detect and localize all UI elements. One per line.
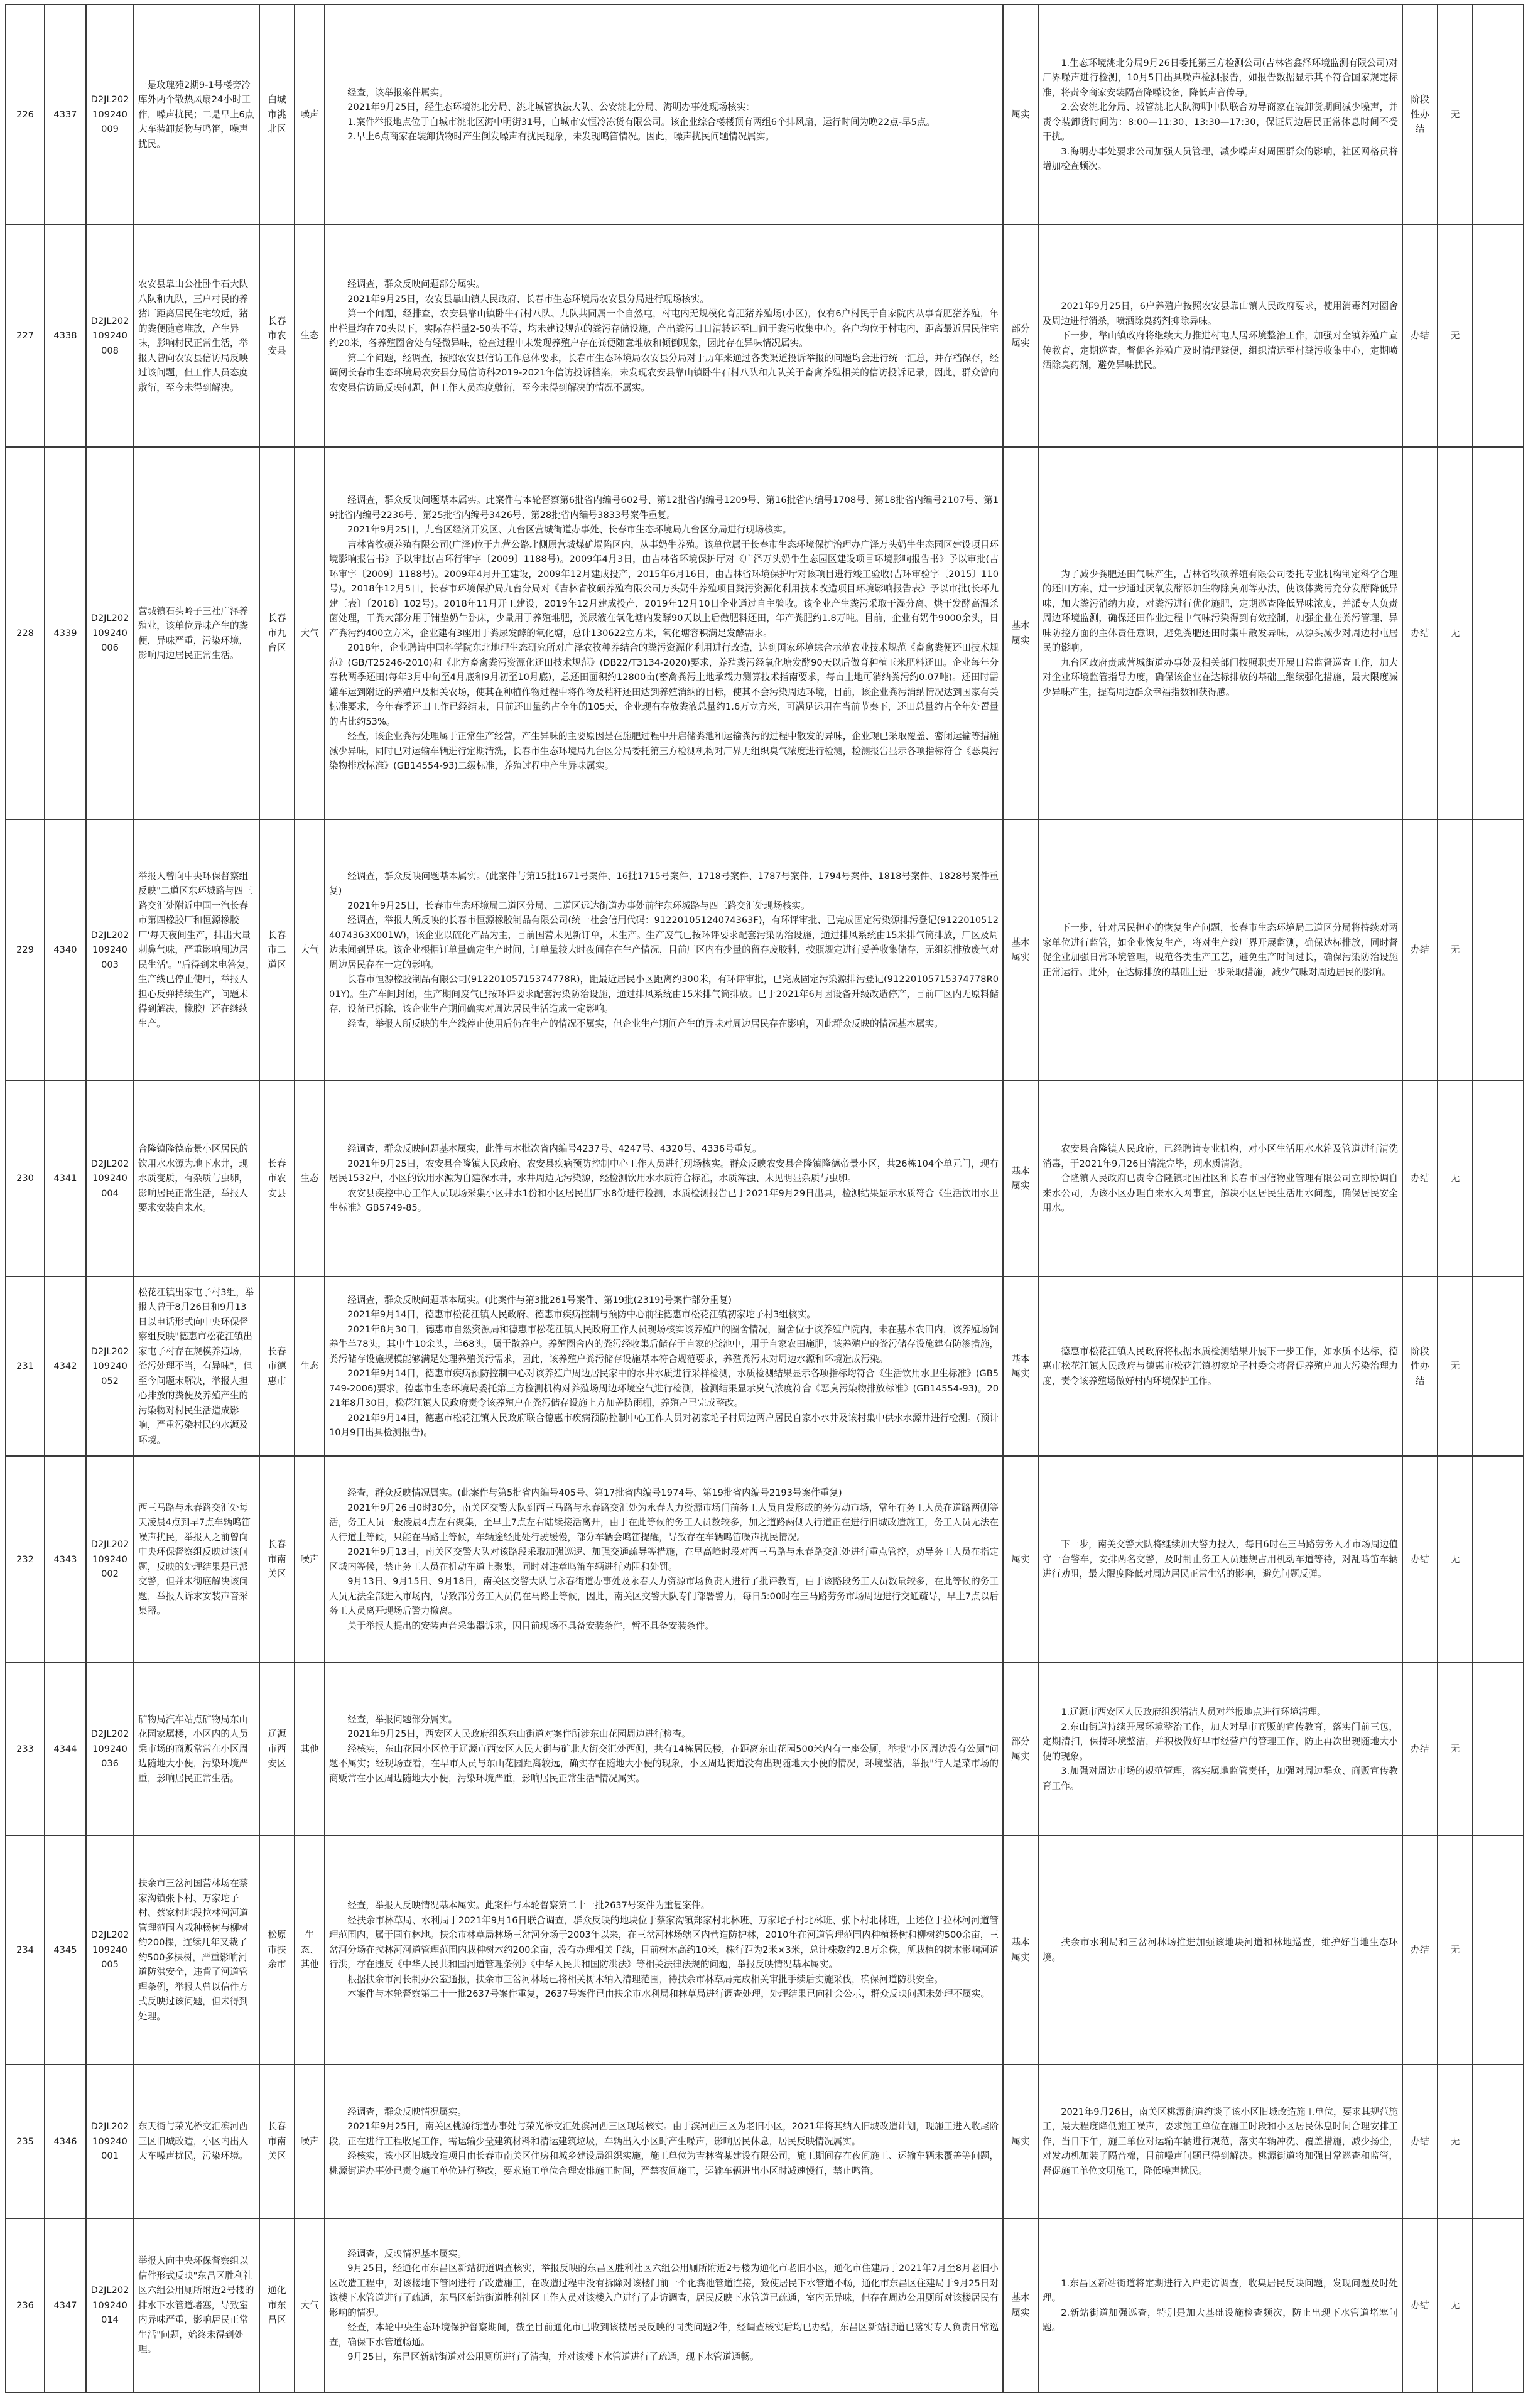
accountability-cell: 无 bbox=[1438, 2065, 1473, 2218]
complaint-content-cell: 扶余市三岔河国营林场在蔡家沟镇张卜村、万家坨子村、蔡家村地段拉林河河道管理范围内栽种杨树与柳树约200棵，连续几年又栽了约500多棵树，严重影响河道防洪安全，违背了河道管理条例，举报人曾以信件方式反映过该问题，但未得到处理。 bbox=[134, 1835, 259, 2065]
accountability-cell: 无 bbox=[1438, 2218, 1473, 2392]
findings-paragraph: 经调查，举报人所反映的长春市恒源橡胶制品有限公司(统一社会信用代码：91220105124074363F)，有环评审批、已完成固定污染源排污登记(91220105124074363X001W)，该企业以硫化产品为主，目前国营未见新订单，未生产。生产废气已按环评要求配套污染防治设施，通过排风系统由15米排气筒排放，厂区及周边未闻到异味。该企业根据订单量确定生产时间，订单量较大时夜间存在生产情况，目前厂区内有少量的留存废胶料，按照规定进行妥善收集储存，无组织排放废气对周边居民存在一定的影响。 bbox=[329, 915, 999, 970]
action-paragraph: 九台区政府责成营城街道办事处及相关部门按照职责开展日常监督巡查工作，加大对企业环境监管指导力度，确保该企业在达标排放的基础上继续强化措施，最大限度减少异味产生，提高周边群众幸福指数和获得感。 bbox=[1043, 657, 1398, 698]
findings-paragraph: 2021年8月30日，德惠市自然资源局和德惠市松花江镇人民政府工作人员现场核实该养殖户的圈舍情况，圈舍位于该养殖户院内，未在基本农田内，该养殖场饲养牛羊78头，其中牛10余头，羊68头，属于散养户。养殖圈舍内的粪污经收集后储存于自家的粪池中，用于自家农田施肥，该养殖户的粪污储存设施建有防渗措施，粪污储存设施规模能够满足处理养殖粪污需求，因此，该养殖户粪污储存设施基本符合规范要求，养殖粪污未对周边水源和环境造成污染。 bbox=[329, 1324, 999, 1364]
rectification-actions-cell bbox=[1038, 1277, 1402, 1456]
findings-paragraph: 经扶余市林草局、水利局于2021年9月16日联合调查，群众反映的地块位于蔡家沟镇郑家村北林班、万家坨子村北林班、张卜村北林班，上述位于拉林河河道管理范围内，属于国有林地。扶余市林草局林场三岔河分场于2003年以来，在三岔河林场辖区内营造防护林，2010年在河道管理范围内种植杨树和柳树约500余亩，三岔河分场在拉林河河道管理范围内栽种树木约200余亩，没有办理相关手续，目前树木高约10米，株行距为2米×3米，总计株数约2.8万余株，所栽植的树木影响河道行洪，存在违反《中华人民共和国河道管理条例》《中华人民共和国防洪法》等相关法律法规的问题，举报反映情况基本属实。 bbox=[329, 1914, 999, 1970]
complaint-content-cell: 西三马路与永春路交汇处每天凌晨4点到早7点车辆鸣笛噪声扰民，举报人之前曾向中央环保督察组反映过该问题，反映的处理结果是已派交警，但并未彻底解决该问题，举报人诉求安装声音采集器。 bbox=[134, 1456, 259, 1663]
findings-paragraph: 9月25日，经通化市东昌区新站街道调查核实，举报反映的东昌区胜利社区六组公用厕所附近2号楼为通化市老旧小区，通化市住建局于2021年7月至8月老旧小区改造工程中，对该楼地下管网进行了改造施工，在改造过程中没有拆除对该楼门前一个化粪池管道连接，致使居民下水管道不畅，通化市东昌区住建局于9月25日对该楼下水管道进行了疏通，东昌区新站街道胜利社区工作人员对该楼入户进行了走访调查，居民反映下水管道已疏通，室内无异味，但存在周边公用厕所对该楼居民有影响的情况。 bbox=[329, 2263, 999, 2318]
district-cell: 长春市德惠市 bbox=[259, 1277, 295, 1456]
findings-paragraph: 经查，本轮中央生态环境保护督察期间，截至目前通化市已收到该楼居民反映的同类问题2件，经调查核实后均已办结，东昌区新站街道已落实专人负责日常巡查，确保下水管道畅通。 bbox=[329, 2322, 999, 2348]
findings-paragraph: 经调查，群众反映问题部分属实。 bbox=[347, 279, 485, 289]
status-cell: 办结 bbox=[1402, 1081, 1438, 1277]
case-number-cell: 4344 bbox=[45, 1663, 86, 1835]
rectification-actions-cell bbox=[1038, 1663, 1402, 1835]
action-paragraph: 下一步，南关交警大队将继续加大警力投入，每日6时在三马路劳务人才市场周边值守一台警车，安排两名交警，及时制止务工人员违规占用机动车道等待，对乱鸣笛车辆进行劝阻，最大限度降低对周边居民正常生活的影响，避免问题反弹。 bbox=[1043, 1539, 1398, 1580]
action-paragraph: 2.公安洮北分局、城管洮北大队海明中队联合劝导商家在装卸货期间减少噪声，并责令装卸货时间为：8:00—11:30、13:30—17:30，保证周边居民正常休息时间不受干扰。 bbox=[1043, 102, 1398, 142]
complaint-content-cell: 举报人曾向中央环保督察组反映"二道区东环城路与四三路交汇处附近中国一汽长春市第四橡胶厂和恒源橡胶厂'每天夜间生产，排出大量刺鼻气味，严重影响周边居民生活'。"后得到来电答复，生产线已停止使用，举报人担心反弹持续生产，问题未得到解决，橡胶厂还在继续生产。 bbox=[134, 819, 259, 1081]
findings-paragraph: 2021年9月25日，南关区桃源街道办事处与荣光桥交汇处滨河西三区现场核实。由于滨河西三区为老旧小区，2021年将其纳入旧城改造计划，现施工进入收尾阶段，正在进行工程收尾工作，需运输少量建筑材料和清运建筑垃圾，车辆出入小区时产生噪声，影响居民休息，居民反映情况属实。 bbox=[329, 2121, 999, 2147]
blank-cell bbox=[1473, 1277, 1524, 1456]
investigation-findings-cell bbox=[325, 1081, 1003, 1277]
blank-cell bbox=[1473, 819, 1524, 1081]
rectification-actions-cell bbox=[1038, 1835, 1402, 2065]
district-cell: 白城市洮北区 bbox=[259, 4, 295, 225]
investigation-findings-cell bbox=[325, 2218, 1003, 2392]
rectification-actions-cell bbox=[1038, 2218, 1402, 2392]
action-paragraph: 2.东山街道持续开展环境整治工作，加大对早市商贩的宣传教育，落实门前三包，定期清扫，保持环境整洁，并积极做好早市经营户的管理工作，防止再次出现随地大小便的现象。 bbox=[1043, 1721, 1398, 1762]
serial-number-cell: 229 bbox=[6, 819, 45, 1081]
status-cell: 阶段性办结 bbox=[1402, 1277, 1438, 1456]
table-row bbox=[6, 1663, 1524, 1835]
case-code-cell: D2JL202109240001 bbox=[86, 2065, 134, 2218]
serial-number-cell: 236 bbox=[6, 2218, 45, 2392]
district-cell: 长春市农安县 bbox=[259, 1081, 295, 1277]
investigation-findings-cell bbox=[325, 2065, 1003, 2218]
investigation-findings-cell bbox=[325, 1277, 1003, 1456]
pollution-type-cell: 生态、其他 bbox=[295, 1835, 325, 2065]
blank-cell bbox=[1473, 2065, 1524, 2218]
verdict-cell: 属实 bbox=[1003, 1456, 1038, 1663]
pollution-type-cell: 其他 bbox=[295, 1663, 325, 1835]
district-cell: 长春市农安县 bbox=[259, 225, 295, 447]
verdict-cell: 属实 bbox=[1003, 2065, 1038, 2218]
complaint-content-cell: 举报人向中央环保督察组以信件形式反映"东昌区胜利社区六组公用厕所附近2号楼的排水下水管道堵塞，导致室内异味严重，影响居民正常生活"问题，始终未得到处理。 bbox=[134, 2218, 259, 2392]
findings-paragraph: 2021年9月13日，南关区交警大队对该路段采取加强巡逻、加强交通疏导等措施，在早高峰时段对西三马路与永春路交汇处进行重点管控，劝导务工人员在指定区域内等候，禁止务工人员在机动车道上聚集，同时对违章鸣笛车辆进行劝阻和处罚。 bbox=[329, 1547, 999, 1572]
verdict-cell: 基本属实 bbox=[1003, 1081, 1038, 1277]
findings-paragraph: 经调查，群众反映问题基本属实。(此案件与第3批261号案件、第19批(2319)号案件部分重复) bbox=[347, 1294, 732, 1305]
action-paragraph: 1.辽源市西安区人民政府组织清洁人员对举报地点进行环境清理。 bbox=[1061, 1707, 1326, 1717]
complaint-content-cell: 松花江镇出家屯子村3组，举报人曾于8月26日和9月13日以电话形式向中央环保督察组反映"德惠市松花江镇出家屯子村存在规模养殖场，粪污处理不当，有异味"，但至今问题未解决，举报人担心排放的粪便及养殖产生的污染物对村民生活造成影响，严重污染村民的水源及环境。 bbox=[134, 1277, 259, 1456]
case-number-cell: 4337 bbox=[45, 4, 86, 225]
complaint-content-cell: 一是玫瑰苑2期9-1号楼旁冷库外两个散热风扇24小时工作，噪声扰民；二是早上6点大车装卸货物与鸣笛，噪声扰民。 bbox=[134, 4, 259, 225]
complaint-content-cell: 矿物局汽车站点矿物局东山花园家属楼，小区内的人员乘市场的商贩常常在小区周边随地大小便，污染环境严重，影响居民正常生活。 bbox=[134, 1663, 259, 1835]
rectification-actions-cell bbox=[1038, 819, 1402, 1081]
verdict-cell: 部分属实 bbox=[1003, 1663, 1038, 1835]
serial-number-cell: 226 bbox=[6, 4, 45, 225]
blank-cell bbox=[1473, 1081, 1524, 1277]
findings-paragraph: 长春市恒源橡胶制品有限公司(91220105715374778R)，距最近居民小区距离约300米，有环评审批，已完成固定污染源排污登记(91220105715374778R001Y)。生产车间封闭，生产期间废气已按环评要求配套污染防治设施，通过排风系统由15米排气筒排放。已于2021年6月因设备升级改造停产，目前厂区内无原料储存，设备已拆除，该企业生产期间确实对周边居民生活造成一定影响。 bbox=[329, 974, 999, 1015]
accountability-cell: 无 bbox=[1438, 4, 1473, 225]
table-row bbox=[6, 447, 1524, 819]
accountability-cell: 无 bbox=[1438, 225, 1473, 447]
case-code-cell: D2JL202109240052 bbox=[86, 1277, 134, 1456]
pollution-type-cell: 大气 bbox=[295, 2218, 325, 2392]
district-cell: 长春市南关区 bbox=[259, 2065, 295, 2218]
serial-number-cell: 233 bbox=[6, 1663, 45, 1835]
blank-cell bbox=[1473, 2218, 1524, 2392]
case-code-cell: D2JL202109240008 bbox=[86, 225, 134, 447]
pollution-type-cell: 噪声 bbox=[295, 1456, 325, 1663]
district-cell: 长春市九台区 bbox=[259, 447, 295, 819]
findings-paragraph: 经查，举报人所反映的生产线停止使用后仍在生产的情况不属实，但企业生产期间产生的异味对周边居民存在影响，因此群众反映的情况基本属实。 bbox=[347, 1018, 943, 1029]
investigation-findings-cell bbox=[325, 4, 1003, 225]
table-row bbox=[6, 4, 1524, 225]
verdict-cell: 属实 bbox=[1003, 4, 1038, 225]
blank-cell bbox=[1473, 1663, 1524, 1835]
findings-paragraph: 经调查，群众反映问题基本属实，此件与本批次省内编号4237号、4247号、4320号、4336号重复。 bbox=[347, 1143, 762, 1155]
case-number-cell: 4347 bbox=[45, 2218, 86, 2392]
verdict-cell: 基本属实 bbox=[1003, 1277, 1038, 1456]
findings-paragraph: 经查，举报人反映情况基本属实。此案件与本轮督察第二十一批2637号案件为重复案件。 bbox=[347, 1900, 710, 1911]
findings-paragraph: 根据扶余市河长制办公室通报，扶余市三岔河林场已将相关树木纳入清理范围，待扶余市林草局完成相关审批手续后实施采伐，确保河道防洪安全。 bbox=[347, 1973, 943, 1985]
pollution-type-cell: 噪声 bbox=[295, 4, 325, 225]
findings-paragraph: 2021年9月26日0时30分，南关区交警大队到西三马路与永春路交汇处为永春人力资源市场门前务工人员自发形成的务劳动市场，常年有务工人员在道路两侧等活，务工人员一般凌晨4点左右聚集，至早上7点左右陆续接活离开，由于在此等候的务工人员数较多，加之道路两侧人行道正在进行旧城改造施工，务工人员无法在人行道上等候，只能在马路上等候，车辆途经此处行驶缓慢，部分车辆会鸣笛提醒，导致存在车辆鸣笛噪声扰民情况。 bbox=[329, 1502, 999, 1543]
verdict-cell: 基本属实 bbox=[1003, 1835, 1038, 2065]
action-paragraph: 3.加强对周边市场的规范管理，落实属地监管责任，加强对周边群众、商贩宣传教育工作。 bbox=[1043, 1766, 1398, 1791]
blank-cell bbox=[1473, 225, 1524, 447]
findings-paragraph: 经调查，群众反映问题基本属实。(此案件与第15批1671号案件、16批1715号案件、1718号案件、1787号案件、1794号案件、1818号案件、1828号案件重复) bbox=[329, 870, 999, 897]
serial-number-cell: 230 bbox=[6, 1081, 45, 1277]
table-row bbox=[6, 225, 1524, 447]
status-cell: 办结 bbox=[1402, 2218, 1438, 2392]
status-cell: 办结 bbox=[1402, 2065, 1438, 2218]
table-row bbox=[6, 2218, 1524, 2392]
findings-paragraph: 经调查，群众反映问题基本属实。此案件与本轮督察第6批省内编号602号、第12批省内编号1209号、第16批省内编号1708号、第18批省内编号2107号、第19批省内编号2236号、第25批省内编号3426号、第28批省内编号3833号案件重复。 bbox=[329, 495, 999, 521]
rectification-actions-cell bbox=[1038, 1081, 1402, 1277]
action-paragraph: 下一步，针对居民担心的恢复生产问题，长春市生态环境局二道区分局将持续对两家单位进行监管，如企业恢复生产，将对生产线厂界开展监测，确保达标排放，同时督促企业加强日常环境管理，规范各类生产工艺，避免生产时间过长，确保污染防治设施正常运行。此外，在达标排放的基础上进一步采取措施，减少气味对周边居民的影响。 bbox=[1043, 922, 1398, 978]
accountability-cell: 无 bbox=[1438, 819, 1473, 1081]
case-number-cell: 4340 bbox=[45, 819, 86, 1081]
action-paragraph: 为了减少粪肥还田气味产生，吉林省牧硕养殖有限公司委托专业机构制定科学合理的还田方案，进一步通过厌氧发酵添加生物除臭剂等办法，使该体粪污充分发酵降低异味，加大粪污消纳力度，对粪污进行优化施肥，定期巡查降低异味浓度，并派专人负责周边环境监测，确保还田作业过程中气味污染得到有效控制，加强企业在粪污管理、异味防控方面的主体责任意识，避免粪肥还田时集中散发异味，从源头减少对周边村屯居民的影响。 bbox=[1043, 568, 1398, 654]
complaint-content-cell: 农安县靠山公社卧牛石大队八队和九队，三户村民的养猪厂距离居民住宅较近，猪的粪便随意堆放，产生异味，影响村民正常生活，举报人曾向农安县信访局反映过该问题，但工作人员态度敷衍，至今未得到解决。 bbox=[134, 225, 259, 447]
rectification-actions-cell bbox=[1038, 4, 1402, 225]
findings-paragraph: 9月13日、9月15日、9月18日，南关区交警大队与永春街道办事处及永春人力资源市场负责人进行了批评教育，由于该路段务工人员数量较多，在此等候的务工人员无法全部进入市场内，导致部分务工人员仍在马路上等候，因此，南关区交警大队专门部署警力，每日5:00时在三马路劳务市场周边进行交通疏导，早上7点以后务工人员离开现场后警力撤离。 bbox=[329, 1576, 999, 1616]
district-cell: 松原市扶余市 bbox=[259, 1835, 295, 2065]
case-code-cell: D2JL202109240002 bbox=[86, 1456, 134, 1663]
findings-paragraph: 2021年9月14日，德惠市松花江镇人民政府、德惠市疾病控制与预防中心前往德惠市松花江镇初家坨子村3组核实。 bbox=[347, 1309, 816, 1320]
findings-paragraph: 2021年9月25日，农安县合隆镇人民政府、农安县疾病预防控制中心工作人员进行现场核实。群众反映农安县合隆镇隆德帝景小区，共26栋104个单元门，现有居民1532户，小区的饮用水源为自建深水井，水井周边无污染源，经检测饮用水水质符合标准，水质浑浊、未见明显杂质与虫卵。 bbox=[329, 1158, 999, 1184]
case-number-cell: 4343 bbox=[45, 1456, 86, 1663]
district-cell: 辽源市西安区 bbox=[259, 1663, 295, 1835]
findings-paragraph: 吉林省牧硕养殖有限公司(广泽)位于九营公路北侧原营城煤矿塌陷区内，从事奶牛养殖。该单位属于长春市生态环境保护治理办广泽万头奶牛生态园区建设项目环境影响报告书》予以审批(吉环行审字〔2009〕1188号)。2009年4月3日，由吉林省环境保护厅对《广泽万头奶牛生态园区建设项目环境影响报告书》予以审批(吉环审字〔2009〕1188号)。2009年4月开工建设，2009年12月建成投产，2015年6月16日，由吉林省环境保护厅对该项目进行竣工验收(吉环审验字〔2015〕110号)。2018年12月5日，长春市环境保护局九台分局对《吉林省牧硕养殖有限公司万头奶牛养殖项目粪污资源化利用技术改造项目环境影响报告表》予以审批(长环九建〔表〕〔2018〕102号)。2018年11月开工建设，2019年12月建成投产，2019年12月10日企业通过自主验收。该企业产生粪污采取干湿分离、烘干发酵高温杀菌处理，干粪大部分用于铺垫奶牛卧床，少量用于养殖堆肥，粪尿液在氧化塘内发酵90天以上后做肥料还田，年产粪肥约1.8万吨。目前，企业有奶牛9000余头，日产粪污约400立方米，企业建有3座用于粪尿发酵的氧化塘，总计130622立方米，氧化塘容积满足发酵需求。 bbox=[329, 539, 999, 639]
case-code-cell: D2JL202109240009 bbox=[86, 4, 134, 225]
complaint-content-cell: 东天街与荣光桥交汇滨河西三区旧城改造，小区内出入大车噪声扰民，污染环境。 bbox=[134, 2065, 259, 2218]
findings-paragraph: 经查，群众反映情况属实。(此案件与第5批省内编号405号、第17批省内编号1974号、第19批省内编号2193号案件重复) bbox=[347, 1487, 842, 1498]
case-number-cell: 4345 bbox=[45, 1835, 86, 2065]
findings-paragraph: 2.早上6点商家在装卸货物时产生倒发噪声有扰民现象，未发现鸣笛情况。因此，噪声扰民问题情况属实。 bbox=[347, 131, 775, 142]
case-number-cell: 4339 bbox=[45, 447, 86, 819]
findings-paragraph: 2021年9月25日，农安县靠山镇人民政府、长春市生态环境局农安县分局进行现场核实。 bbox=[347, 293, 709, 305]
action-paragraph: 1.生态环境洮北分局9月26日委托第三方检测公司(吉林省鑫泽环境监测有限公司)对厂界噪声进行检测，10月5日出具噪声检测报告，如报告数据显示其不符合国家规定标准，将责令商家安装隔音降噪设备，降低声音传导。 bbox=[1043, 57, 1398, 98]
findings-paragraph: 2021年9月25日，经生态环境洮北分局、洮北城管执法大队、公安洮北分局、海明办事处现场核实： bbox=[347, 102, 755, 112]
case-number-cell: 4341 bbox=[45, 1081, 86, 1277]
accountability-cell: 无 bbox=[1438, 1277, 1473, 1456]
rectification-actions-cell bbox=[1038, 225, 1402, 447]
blank-cell bbox=[1473, 447, 1524, 819]
verdict-cell: 基本属实 bbox=[1003, 2218, 1038, 2392]
action-paragraph: 2021年9月26日，南关区桃源街道约谈了该小区旧城改造施工单位，要求其规范施工，最大程度降低施工噪声，要求施工单位在施工时段和小区居民休息时间合理安排工作，当日下午，施工单位对运输车辆进行规范，落实车辆冲洗、覆盖措施，减少扬尘，对发动机加装了隔音棉，目前噪声问题已得到解决。桃源街道将加强日常巡查和监管，督促施工单位文明施工，降低噪声扰民。 bbox=[1043, 2106, 1398, 2176]
findings-paragraph: 2018年，企业聘请中国科学院东北地理生态研究所对广泽农牧种养结合的粪污资源化利用进行改造，达到国家环境综合示范农业技术规范《畜禽粪便还田技术规范》(GB/T25246-2010)和《北方畜禽粪污资源化还田技术规范》(DB22/T3134-2020)要求，养殖粪污经氧化塘发酵90天以后做育种植玉米肥料还田。企业每年分春秋两季还田(每年3月中旬至4月底和9月初至10月底)，总还田面积约12800亩(畜禽粪污土地承载力测算技术指南要求，每亩土地可消纳粪污约0.07吨)。还田时需罐车运到附近的养殖户及相关农场，使其在种植作物过程中将作物及秸秆还田达到养殖消纳的目标，使其不会污染周边环境，目前，该企业粪污消纳情况达到国家有关标准要求，今年春季还田工作已经结束，目前还田量约占全年的105天，企业现有存放粪液总量约1.6万立方米，可满足运用在当前节奏下，还田总量约占全年处置量的占比约53%。 bbox=[329, 642, 999, 727]
status-cell: 办结 bbox=[1402, 1456, 1438, 1663]
findings-paragraph: 2021年9月25日，九台区经济开发区、九台区营城街道办事处、长春市生态环境局九台区分局进行现场核实。 bbox=[347, 524, 792, 536]
pollution-type-cell: 生态 bbox=[295, 1277, 325, 1456]
action-paragraph: 扶余市水利局和三岔河林场推进加强该地块河道和林地巡查，维护好当地生态环境。 bbox=[1043, 1937, 1398, 1963]
district-cell: 长春市南关区 bbox=[259, 1456, 295, 1663]
table-row bbox=[6, 1081, 1524, 1277]
findings-paragraph: 第二个问题，经调查，按照农安县信访工作总体要求，长春市生态环境局农安县分局对于历年来通过各类渠道投诉举报的问题均会进行统一汇总，并存档保存，经调阅长春市生态环境局农安县分局信访科2019-2021年信访投诉档案，未发现农安县靠山镇卧牛石村八队和九队关于畜禽养殖相关的信访投诉记录，因此，群众曾向农安县信访局反映问题，但工作人员态度敷衍，至今未得到解决的情况不属实。 bbox=[329, 352, 999, 393]
serial-number-cell: 235 bbox=[6, 2065, 45, 2218]
action-paragraph: 2.新站街道加强巡查，特别是加大基础设施检查频次，防止出现下水管道堵塞问题。 bbox=[1043, 2307, 1398, 2333]
status-cell: 办结 bbox=[1402, 1663, 1438, 1835]
status-cell: 办结 bbox=[1402, 225, 1438, 447]
investigation-findings-cell bbox=[325, 1663, 1003, 1835]
rectification-actions-cell bbox=[1038, 1456, 1402, 1663]
accountability-cell: 无 bbox=[1438, 1663, 1473, 1835]
serial-number-cell: 231 bbox=[6, 1277, 45, 1456]
findings-paragraph: 2021年9月25日，长春市生态环境局二道区分局、二道区远达街道办事处前往东环城路与四三路交汇处现场核实。 bbox=[347, 900, 810, 911]
accountability-cell: 无 bbox=[1438, 447, 1473, 819]
action-paragraph: 1.东昌区新站街道将定期进行入户走访调查，收集居民反映问题，发现问题及时处理。 bbox=[1043, 2277, 1398, 2303]
table-row bbox=[6, 1456, 1524, 1663]
case-code-cell: D2JL202109240003 bbox=[86, 819, 134, 1081]
district-cell: 长春市二道区 bbox=[259, 819, 295, 1081]
case-number-cell: 4342 bbox=[45, 1277, 86, 1456]
findings-paragraph: 2021年9月25日，西安区人民政府组织东山街道对案件所涉东山花园周边进行检查。 bbox=[347, 1729, 691, 1740]
table-row bbox=[6, 819, 1524, 1081]
status-cell: 办结 bbox=[1402, 819, 1438, 1081]
findings-paragraph: 经查，该企业粪污处理属于正常生产经营，产生异味的主要原因是在施肥过程中开启储粪池和运输粪污的过程中散发的异味，企业现已采取覆盖、密闭运输等措施减少异味，同时已对运输车辆进行定期清洗，长春市生态环境局九台区分局委托第三方检测机构对厂界无组织臭气浓度进行检测，检测报告显示各项指标符合《恶臭污染物排放标准》(GB14554-93)二级标准，养殖过程中产生异味属实。 bbox=[329, 731, 999, 772]
case-code-cell: D2JL202109240006 bbox=[86, 447, 134, 819]
verdict-cell: 部分属实 bbox=[1003, 225, 1038, 447]
serial-number-cell: 227 bbox=[6, 225, 45, 447]
accountability-cell: 无 bbox=[1438, 1456, 1473, 1663]
investigation-findings-cell bbox=[325, 447, 1003, 819]
serial-number-cell: 232 bbox=[6, 1456, 45, 1663]
serial-number-cell: 234 bbox=[6, 1835, 45, 2065]
action-paragraph: 3.海明办事处要求公司加强人员管理，减少噪声对周围群众的影响，社区网格员将增加检查频次。 bbox=[1043, 146, 1398, 171]
pollution-type-cell: 生态 bbox=[295, 1081, 325, 1277]
blank-cell bbox=[1473, 4, 1524, 225]
findings-paragraph: 关于举报人提出的安装声音采集器诉求，因目前现场不具备安装条件，暂不具备安装条件。 bbox=[347, 1620, 714, 1631]
table-row bbox=[6, 1835, 1524, 2065]
rectification-actions-cell bbox=[1038, 447, 1402, 819]
findings-paragraph: 2021年9月14日，德惠市松花江镇人民政府联合德惠市疾病预防控制中心工作人员对初家坨子村周边两户居民自家小水井及该村集中供水水源井进行检测。(预计10月9日出具检测报告)。 bbox=[329, 1412, 999, 1438]
case-code-cell: D2JL202109240005 bbox=[86, 1835, 134, 2065]
table-row bbox=[6, 1277, 1524, 1456]
findings-paragraph: 农安县疾控中心工作人员现场采集小区井水1份和小区居民出厂水8份进行检测，水质检测报告已于2021年9月29日出具，检测结果显示水质符合《生活饮用水卫生标准》GB5749-85。 bbox=[329, 1187, 999, 1214]
complaint-table bbox=[5, 4, 1524, 2393]
findings-paragraph: 经调查，群众反映情况属实。 bbox=[347, 2106, 467, 2117]
case-number-cell: 4338 bbox=[45, 225, 86, 447]
findings-paragraph: 9月25日，东昌区新站街道对公用厕所进行了清掏，并对该楼下水管道进行了疏通，现下水管道通畅。 bbox=[347, 2351, 759, 2362]
rectification-actions-cell bbox=[1038, 2065, 1402, 2218]
action-paragraph: 下一步，靠山镇政府将继续大力推进村屯人居环境整治工作，加强对全镇养殖户宣传教育，定期巡查，督促各养殖户及时清理粪便，组织清运至村粪污收集中心，定期喷洒除臭药剂，避免异味扰民。 bbox=[1043, 330, 1398, 371]
findings-paragraph: 本案件与本轮督察第二十一批2637号案件重复，2637号案件已由扶余市水利局和林草局进行调查处理，处理结果已向社会公示，群众反映问题未处理不属实。 bbox=[347, 1989, 990, 2000]
case-code-cell: D2JL202109240014 bbox=[86, 2218, 134, 2392]
action-paragraph: 德惠市松花江镇人民政府将根据水质检测结果开展下一步工作，如水质不达标，德惠市松花江镇人民政府与德惠市松花江镇初家坨子村委会将督促养殖户加大污染治理力度，责令该养殖场做好村内环境保护工作。 bbox=[1043, 1346, 1398, 1386]
complaint-content-cell: 合隆镇隆德帝景小区居民的饮用水水源为地下水井，现水质变质，有杂质与虫卵，影响居民正常生活，举报人要求安装自来水。 bbox=[134, 1081, 259, 1277]
status-cell: 办结 bbox=[1402, 447, 1438, 819]
action-paragraph: 合隆镇人民政府已责令合隆镇北国社区和长春市国信物业管理有限公司立即协调自来水公司，为该小区办理自来水入网事宜，解决小区居民生活用水问题，确保居民安全用水。 bbox=[1043, 1173, 1398, 1214]
action-paragraph: 2021年9月25日，6户养殖户按照农安县靠山镇人民政府要求，使用消毒剂对圈舍及周边进行消杀，喷洒除臭药剂抑除异味。 bbox=[1043, 301, 1398, 327]
action-paragraph: 农安县合隆镇人民政府，已经聘请专业机构，对小区生活用水水箱及管道进行清洗消毒，于2021年9月26日清洗完毕，现水质清澈。 bbox=[1043, 1143, 1398, 1169]
complaint-content-cell: 营城镇石头岭子三社广泽养殖业，该单位异味产生的粪便，异味严重，污染环境，影响周边居民正常生活。 bbox=[134, 447, 259, 819]
district-cell: 通化市东昌区 bbox=[259, 2218, 295, 2392]
serial-number-cell: 228 bbox=[6, 447, 45, 819]
investigation-findings-cell bbox=[325, 819, 1003, 1081]
findings-paragraph: 经调查，反映情况基本属实。 bbox=[347, 2248, 467, 2259]
pollution-type-cell: 大气 bbox=[295, 819, 325, 1081]
pollution-type-cell: 大气 bbox=[295, 447, 325, 819]
blank-cell bbox=[1473, 1835, 1524, 2065]
case-code-cell: D2JL202109240036 bbox=[86, 1663, 134, 1835]
case-code-cell: D2JL202109240004 bbox=[86, 1081, 134, 1277]
pollution-type-cell: 噪声 bbox=[295, 2065, 325, 2218]
findings-paragraph: 第一个问题，经排查，农安县靠山镇卧牛石村八队、九队共同属一个自然屯，村屯内无规模化育肥猪养殖场(小区)，仅有6户村民于自家院内从事育肥猪养殖，年出栏量均在70头以下，实际存栏量2-50头不等，均未建设规范的粪污存储设施，产出粪污日日清转运至田间于粪污收集中心。各户均位于村屯内，距离最近居民住宅约20米，各养殖圈舍处有轻微异味，检查过程中未发现养殖户存在粪便随意堆放和倾倒现象，因此存在异味情况属实。 bbox=[329, 308, 999, 348]
investigation-findings-cell bbox=[325, 225, 1003, 447]
findings-paragraph: 经核实，东山花园小区位于辽源市西安区人民大街与矿北大街交汇处西侧，共有14栋居民楼，在距离东山花园500米内有一座公厕，举报"小区周边没有公厕"问题不属实；经现场查看，在早市人员与东山花园距离较远，确实存在随地大小便的现象，小区周边街道没有出现随地大小便的情况，环境整洁，举报"行人是菜市场的商贩常在小区周边随地大小便，污染环境严重，影响居民正常生活"情况属实。 bbox=[329, 1743, 999, 1784]
blank-cell bbox=[1473, 1456, 1524, 1663]
pollution-type-cell: 生态 bbox=[295, 225, 325, 447]
findings-paragraph: 经查，该举报案件属实。 bbox=[347, 87, 448, 98]
findings-paragraph: 2021年9月14日，德惠市疾病预防控制中心对该养殖户周边居民家中的水井水质进行采样检测，水质检测结果显示各项指标均符合《生活饮用水卫生标准》(GB5749-2006)要求。德惠市生态环境局委托第三方检测机构对养殖场周边环境空气进行检测，检测结果显示臭气浓度符合《恶臭污染物排放标准》(GB14554-93)。2021年8月30日，松花江镇人民政府责令该养殖户在粪污储存设施上方加盖防雨棚，养殖户已完成整改。 bbox=[329, 1368, 999, 1408]
findings-paragraph: 1.案件举报地点位于白城市洮北区海中明街31号，白城市安恒冷冻货有限公司。该企业综合楼楼顶有两组6个排风扇，运行时间为晚22点-早5点。 bbox=[347, 116, 936, 127]
accountability-cell: 无 bbox=[1438, 1081, 1473, 1277]
investigation-findings-cell bbox=[325, 1456, 1003, 1663]
accountability-cell: 无 bbox=[1438, 1835, 1473, 2065]
table-body bbox=[6, 4, 1524, 2392]
findings-paragraph: 经核实，该小区旧城改造项目由长春市南关区住房和城乡建设局组织实施，施工单位为吉林省某建设有限公司，施工期间存在夜间施工、运输车辆未覆盖等问题，桃源街道办事处已责令施工单位进行整改，要求施工单位合理安排施工时间，严禁夜间施工，运输车辆进出小区时减速慢行，禁止鸣笛。 bbox=[329, 2151, 999, 2176]
findings-paragraph: 经查，举报问题部分属实。 bbox=[347, 1714, 458, 1725]
table-row bbox=[6, 2065, 1524, 2218]
investigation-findings-cell bbox=[325, 1835, 1003, 2065]
status-cell: 阶段性办结 bbox=[1402, 4, 1438, 225]
verdict-cell: 基本属实 bbox=[1003, 819, 1038, 1081]
case-number-cell: 4346 bbox=[45, 2065, 86, 2218]
status-cell: 办结 bbox=[1402, 1835, 1438, 2065]
verdict-cell: 基本属实 bbox=[1003, 447, 1038, 819]
